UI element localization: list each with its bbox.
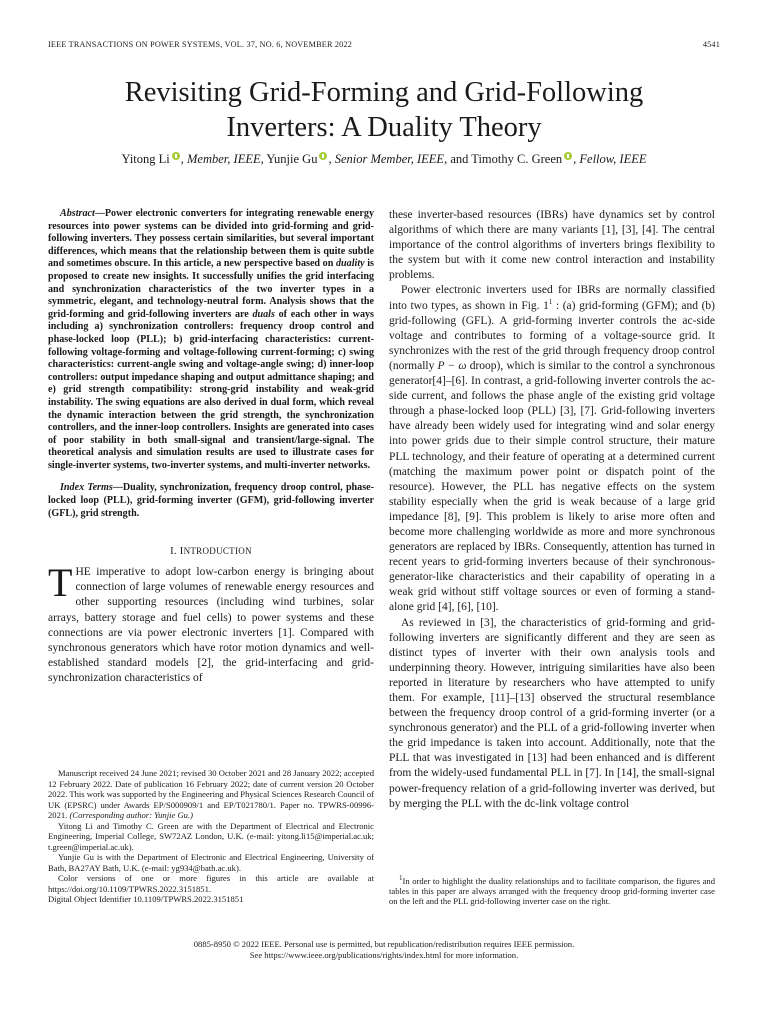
abstract-label: Abstract	[60, 208, 95, 219]
intro-first-word: HE	[75, 566, 91, 579]
introduction-body	[48, 560, 374, 686]
paragraph-text: Power electronic inverters used for IBRs are normally classified into two types, as shown in Fig. 1	[389, 284, 715, 312]
index-terms-label: Index Terms	[60, 482, 113, 494]
author-separator: ,	[180, 152, 188, 166]
math-expression: P − ω	[437, 359, 467, 372]
abstract	[48, 208, 374, 472]
author-role: Member, IEEE	[187, 152, 261, 166]
rights-link-line: See https://www.ieee.org/publications/rights/index.html for more information.	[249, 950, 519, 960]
footnote-text: In order to highlight the duality relationships and to facilitate comparison, the figures and tables in this paper are always arranged with the frequency droop grid-forming inverter case on the left and the PLL grid-following inverter case on the right.	[389, 876, 715, 907]
paragraph-text: droop), which is similar to the control a synchronous generator[4]–[6]. In contrast, a grid-following inverter controls the ac-side current, and follows the phase angle of the existing grid voltage through a phase-locked loop (PLL) [3], [7]. Grid-following inverters have already been widely used for integrating wind and solar energy into power grids due to their simple control structure, their mature PLL technology, and their feature of operating at a determined current (matching the maximum power point or dispatch point of the resource). However, the PLL has negative effects on the system stability especially when the grid is weak because of a large grid impedance [8], [9]. This problem is likely to arise more often and become more challenging worldwide as more and more synchronous generators are replaced by IBRs. Consequently, attention has turned in recent years to grid-forming inverters because of their synchronous-generator-like characteristics and their capability of operating in a weak grid without stiff voltage sources or even of forming a stand-alone grid [4], [6], [10].	[389, 359, 715, 614]
section-number: I.	[170, 546, 180, 558]
section-title-initial: I	[179, 546, 184, 558]
title-line-2: Inverters: A Duality Theory	[226, 112, 542, 143]
footnote-marker[interactable]: 1	[548, 297, 553, 306]
running-head	[48, 40, 720, 54]
page-number: 4541	[702, 40, 720, 49]
section-title-rest: NTRODUCTION	[183, 546, 252, 557]
index-terms-dash: —	[112, 482, 123, 494]
paragraph-text: : (a) grid-forming (GFM); and (b) grid-following (GFL). A grid-forming inverter controls the ac-side voltage and contributes to forming of a voltage-source grid. It synchronizes with the rest of the grid through frequency droop control (normally	[389, 299, 716, 372]
abstract-text: is proposed to create new insights. It successfully unifies the grid interfacing and synchronization characteristics of the two inverter types in a symmetric, elegant, and technology-neutral form. Analysis shows that the grid-forming and grid-following inverters are	[48, 258, 374, 320]
copyright-notice	[40, 939, 728, 961]
journal-citation: IEEE TRANSACTIONS ON POWER SYSTEMS, VOL. 37, NO. 6, NOVEMBER 2022	[48, 40, 353, 49]
footnote-color-versions: Color versions of one or more figures in this article are available at https://doi.org/10.1109/TPWRS.2022.3151851.	[48, 873, 374, 894]
author-role: Fellow, IEEE	[579, 152, 647, 166]
author-name: Yunjie Gu	[266, 152, 318, 166]
footnote-mark: 1	[399, 874, 403, 883]
drop-cap: T	[48, 560, 73, 606]
abstract-emphasis: duality	[336, 258, 365, 270]
abstract-text: of each other in ways including a) synchronization controllers: frequency droop control and phase-locked loop (PLL); b) grid-interfacing characteristics: current-following voltage-forming and voltage-following current-forming; c) swing characteristics: current-angle swing and voltage-angle swing; d) inner-loop controllers: output impedance shaping and output admittance shaping; and e) grid strength compatibility: strong-grid instability and weak-grid instability. The swing equations are also derived in dual form, which reveal the dynamic interaction between the grid strength, the synchronization controllers, and the inner-loop controllers. Insights are generated into cases of poor stability in both small-signal and transient/large-signal. The theoretical analysis and simulation results are used to illustrate cases for single-inverter systems, two-inverter systems, and multi-inverter networks.	[48, 308, 374, 471]
author-conjunction: , and	[444, 152, 472, 166]
footnote-text: Manuscript received 24 June 2021; revised 30 October 2021 and 28 January 2022; accepted 12 February 2022. Date of publication 16 February 2022; date of current version 20 October 2022. This work was supported by the Engineering and Physical Sciences Research Council of UK (EPSRC) under Awards EP/S000909/1 and EP/T021780/1. Paper no. TPWRS-00996-2021.	[48, 768, 374, 820]
author-separator: ,	[328, 152, 335, 166]
orcid-icon[interactable]	[564, 152, 572, 160]
right-column	[389, 208, 715, 812]
paragraph: As reviewed in [3], the characteristics of grid-forming and grid-following inverters are significantly different and they are seen as distinct types of inverter with their own analysis tools and underpinning theory. However, intriguing similarities have also been reported in literature by researchers who have attempted to unify them. For example, [11]–[13] observed the structural resemblance between the frequency droop control of a grid-forming inverter (or a synchronous generator) and the PLL of a grid-following inverter when the grid impedance is taken into account. Additionally, note that the PLL that was investigated in [13] had been enhanced and is different from the widely-used fundamental PLL in [7]. In [14], the small-signal power-frequency relation of a grid-following inverter was derived, but by merging the PLL with the dc-link voltage control	[389, 616, 715, 810]
right-column-body	[389, 208, 715, 812]
footnote-1	[389, 876, 715, 907]
footnote-right	[389, 876, 715, 907]
footnotes-left	[48, 768, 374, 905]
author-separator: ,	[260, 152, 267, 166]
abstract-dash: —	[94, 208, 105, 219]
paragraph	[48, 560, 374, 686]
corresponding-author: (Corresponding author: Yunjie Gu.)	[69, 810, 193, 820]
abstract-text: Power electronic converters for integrating renewable energy resources into power systems can be divided into grid-forming and grid-following inverters. They possess certain similarities, but several important differences, which means that the relationship between them is quite subtle and sometimes obscure. In this article, a new perspective based on	[48, 208, 374, 270]
paragraph: these inverter-based resources (IBRs) have dynamics set by control algorithms of which there are many variants [1], [3], [4]. The central importance of the control algorithms of inverters brings flexibility to the system but with it come new control interaction and instability problems.	[389, 209, 715, 282]
index-terms	[48, 482, 374, 520]
orcid-icon[interactable]	[319, 152, 327, 160]
author-separator: ,	[573, 152, 580, 166]
section-heading-introduction	[48, 546, 374, 557]
author-name: Timothy C. Green	[471, 152, 563, 166]
paragraph-text: imperative to adopt low-carbon energy is bringing about connection of large volumes of renewable energy resources and other supporting resources (including wind turbines, solar arrays, battery storage and fuel cells) to power systems and these connections are via power electronic inverters [1]. Compared with synchronous generators which have rotor motion dynamics and well-established standard models [2], the grid-interfacing and grid-synchronization characteristics of	[48, 566, 374, 684]
footnote-manuscript	[48, 768, 374, 821]
abstract-emphasis: duals	[252, 308, 275, 320]
paragraph	[389, 283, 715, 615]
orcid-icon[interactable]	[172, 152, 180, 160]
copyright-line: 0885-8950 © 2022 IEEE. Personal use is permitted, but republication/redistribution requires IEEE permission.	[193, 939, 575, 949]
index-terms-text: Duality, synchronization, frequency droop control, phase-locked loop (PLL), grid-forming inverter (GFM), grid-following inverter (GFL), grid strength.	[48, 482, 374, 519]
footnote-affiliation: Yitong Li and Timothy C. Green are with the Department of Electrical and Electronic Engineering, Imperial College, SW72AZ London, U.K. (e-mail: yitong.li15@imperial.ac.uk; t.green@imperial.ac.uk).	[48, 820, 374, 852]
author-list	[40, 152, 728, 167]
left-column	[48, 208, 374, 686]
paper-title	[40, 75, 728, 145]
footnote-doi: Digital Object Identifier 10.1109/TPWRS.2022.3151851	[48, 894, 244, 904]
author-role: Senior Member, IEEE	[334, 152, 445, 166]
title-line-1: Revisiting Grid-Forming and Grid-Following	[124, 77, 644, 108]
author-name: Yitong Li	[121, 152, 170, 166]
footnote-affiliation: Yunjie Gu is with the Department of Electronic and Electrical Engineering, University of Bath, BA27AY Bath, U.K. (e-mail: yg934@bath.ac.uk).	[48, 852, 374, 873]
